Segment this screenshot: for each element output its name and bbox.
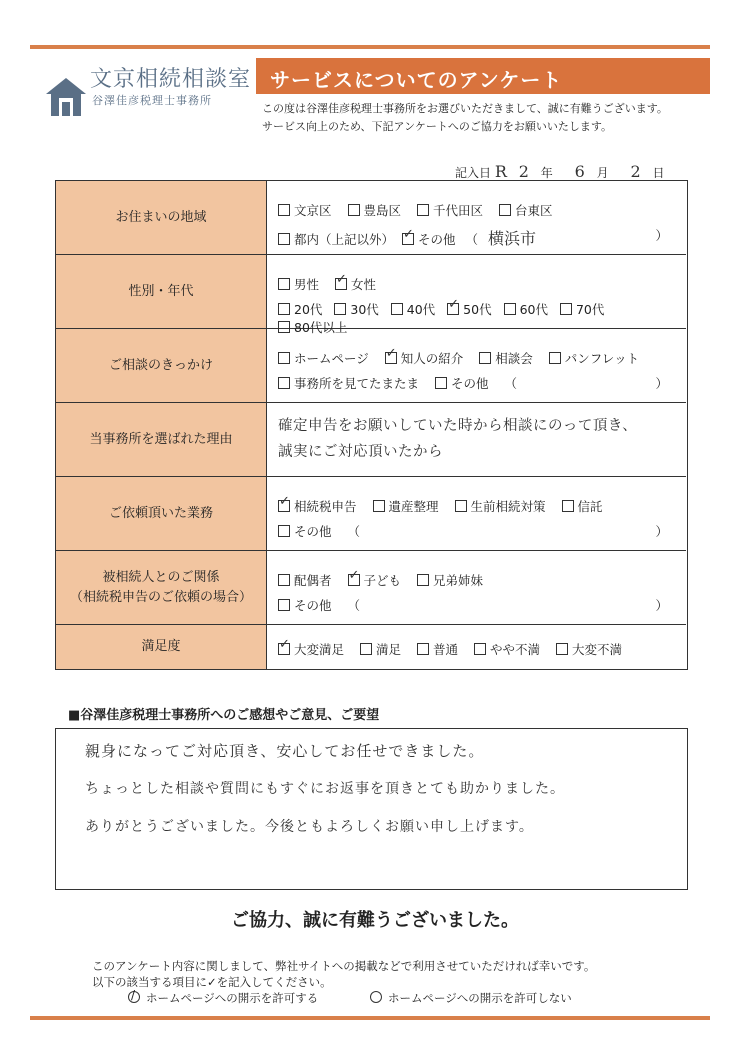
option-somewhat-dissatisfied[interactable] (474, 640, 540, 658)
date-day-label: 日 (652, 166, 665, 180)
checkbox-checked[interactable] (335, 278, 347, 290)
option-age-20[interactable] (278, 300, 322, 318)
option-female[interactable] (335, 275, 376, 293)
checkbox[interactable] (435, 377, 447, 389)
option-other[interactable] (278, 522, 332, 540)
option-label: 満足 (376, 642, 402, 657)
checkbox[interactable] (360, 643, 372, 655)
footer-note-2: 以下の該当する項目に✓を記入してください。 (92, 975, 332, 989)
checkbox[interactable] (562, 500, 574, 512)
consent-allow[interactable] (128, 990, 318, 1006)
option-estate[interactable] (373, 497, 439, 515)
residence-label: お住まいの地域 (56, 181, 267, 254)
option-label: 60代 (519, 302, 548, 317)
checkbox[interactable] (417, 643, 429, 655)
page-title: サービスについてのアンケート (270, 68, 563, 92)
row-reason (56, 403, 686, 477)
option-label: 相談会 (495, 351, 533, 366)
row-gender-age (56, 255, 686, 335)
checkbox[interactable] (278, 352, 290, 364)
option-seminar[interactable] (479, 349, 533, 367)
radio-allow-checked[interactable] (128, 991, 140, 1003)
relation-label-line-2: （相続税申告のご依頼の場合） (69, 589, 252, 605)
other-paren-open: （ (347, 524, 361, 539)
checkbox-checked[interactable] (348, 574, 360, 586)
row-satisfaction (56, 625, 686, 669)
option-label: 知人の紹介 (400, 351, 464, 366)
checkbox[interactable] (499, 204, 511, 216)
checkbox[interactable] (560, 303, 572, 315)
other-paren-close: ） (655, 376, 668, 391)
checkbox[interactable] (417, 204, 429, 216)
option-label: 千代田区 (433, 203, 484, 218)
option-label: 50代 (463, 302, 492, 317)
option-label: 配偶者 (294, 573, 332, 588)
checkbox[interactable] (556, 643, 568, 655)
checkbox[interactable] (504, 303, 516, 315)
checkbox[interactable] (373, 500, 385, 512)
services-options-line-2 (278, 522, 676, 540)
checkbox-checked[interactable] (402, 233, 414, 245)
intro-text (262, 100, 668, 136)
trigger-options-line-2 (278, 374, 676, 392)
checkbox[interactable] (278, 525, 290, 537)
option-label: 70代 (575, 302, 605, 317)
date-era[interactable]: R (494, 162, 507, 181)
checkbox-checked[interactable] (278, 643, 290, 655)
option-other[interactable] (402, 230, 456, 248)
option-label: その他 (294, 598, 332, 613)
option-label: 都内（上記以外） (294, 232, 395, 247)
option-referral[interactable] (385, 349, 464, 367)
option-label: ホームページ (294, 351, 369, 366)
checkbox[interactable] (348, 204, 360, 216)
checkbox[interactable] (278, 303, 290, 315)
option-homepage[interactable] (278, 349, 369, 367)
checkbox[interactable] (334, 303, 346, 315)
option-age-70[interactable] (560, 300, 604, 318)
option-toshima[interactable] (348, 201, 402, 219)
option-label: 文京区 (294, 203, 332, 218)
services-options-line-1 (278, 497, 676, 515)
survey-form (55, 180, 688, 670)
checkbox[interactable] (278, 377, 290, 389)
thanks-message: ご協力、誠に有難うございました。 (231, 910, 519, 931)
reason-answer[interactable] (278, 413, 676, 465)
other-paren-close: ） (655, 598, 668, 613)
option-label: その他 (451, 376, 489, 391)
comment-line-2: ちょっとした相談や質問にもすぐにお返事を頂きとても助かりました。 (85, 781, 565, 797)
residence-other-value[interactable]: 横浜市 (488, 229, 537, 248)
option-label: 事務所を見てたまたま (294, 376, 420, 391)
option-trust[interactable] (562, 497, 603, 515)
consent-allow-label: ホームページへの開示を許可する (146, 991, 319, 1005)
option-pamphlet[interactable] (549, 349, 639, 367)
date-month[interactable]: 6 (574, 162, 585, 181)
option-label: 生前相続対策 (470, 499, 546, 514)
checkbox[interactable] (455, 500, 467, 512)
comments-heading: ■谷澤佳彦税理士事務所へのご感想やご意見、ご要望 (68, 708, 380, 723)
relation-label (56, 551, 267, 624)
checkbox[interactable] (278, 278, 290, 290)
option-male[interactable] (278, 275, 319, 293)
option-sibling[interactable] (417, 571, 483, 589)
other-paren-close: ） (655, 524, 668, 539)
other-paren-open: （ (347, 598, 361, 613)
option-saw-office[interactable] (278, 374, 419, 392)
intro-line-1: この度は谷澤佳彦税理士事務所をお選びいただきまして、誠に有難うございます。 (262, 102, 668, 115)
checkbox[interactable] (278, 233, 290, 245)
option-label: パンフレット (564, 351, 640, 366)
option-label: 遺産整理 (388, 499, 439, 514)
option-label: やや不満 (490, 642, 541, 657)
gender-options (278, 275, 676, 293)
date-year[interactable]: 2 (518, 162, 529, 181)
option-label: 信託 (577, 499, 603, 514)
option-satisfied[interactable] (360, 640, 401, 658)
entry-date (455, 162, 664, 181)
bottom-rule (30, 1016, 710, 1020)
option-label: 相続税申告 (294, 499, 357, 514)
option-inheritance-tax[interactable] (278, 497, 357, 515)
checkbox-checked[interactable] (385, 352, 397, 364)
radio-deny[interactable] (370, 991, 382, 1003)
date-month-label: 月 (596, 166, 609, 180)
option-age-60[interactable] (504, 300, 548, 318)
option-spouse[interactable] (278, 571, 332, 589)
gender-age-label: 性別・年代 (56, 255, 267, 328)
consent-deny[interactable] (370, 990, 572, 1006)
top-rule (30, 45, 710, 49)
row-services (56, 477, 686, 551)
option-age-40[interactable] (391, 300, 435, 318)
option-label: その他 (418, 232, 456, 247)
satisfaction-options (278, 640, 676, 658)
checkbox[interactable] (474, 643, 486, 655)
option-child[interactable] (348, 571, 402, 589)
option-label: その他 (294, 524, 332, 539)
option-label: 豊島区 (363, 203, 402, 218)
option-tokyo-other[interactable] (278, 230, 394, 248)
house-logo-icon (44, 76, 88, 118)
checkbox[interactable] (479, 352, 491, 364)
trigger-label: ご相談のきっかけ (56, 329, 267, 402)
logo-name: 文京相続相談室 (90, 67, 252, 92)
residence-options-line-1 (278, 201, 676, 219)
logo-subtitle: 谷澤佳彦税理士事務所 (92, 94, 212, 107)
option-label: 普通 (433, 642, 459, 657)
reason-line-2: 誠実にご対応頂いたから (278, 444, 443, 460)
option-label: 大変不満 (572, 642, 623, 657)
option-neutral[interactable] (417, 640, 458, 658)
option-label: 台東区 (515, 203, 553, 218)
intro-line-2: サービス向上のため、下記アンケートへのご協力をお願いいたします。 (262, 120, 613, 133)
option-taito[interactable] (499, 201, 553, 219)
row-relation (56, 551, 686, 625)
trigger-options-line-1 (278, 349, 676, 367)
consent-deny-label: ホームページへの開示を許可しない (388, 991, 572, 1005)
date-year-label: 年 (540, 166, 553, 180)
relation-options-line-1 (278, 571, 676, 589)
option-chiyoda[interactable] (417, 201, 483, 219)
option-label: 80代以上 (294, 320, 348, 335)
row-trigger (56, 329, 686, 403)
option-very-satisfied[interactable] (278, 640, 344, 658)
option-label: 子ども (363, 573, 402, 588)
row-residence (56, 181, 686, 255)
relation-label-line-1: 被相続人とのご関係 (102, 569, 220, 585)
comment-line-3: ありがとうございました。今後ともよろしくお願い申し上げます。 (85, 819, 534, 835)
checkbox[interactable] (549, 352, 561, 364)
other-paren-open: （ (504, 376, 518, 391)
option-age-30[interactable] (334, 300, 378, 318)
option-label: 兄弟姉妹 (433, 573, 484, 588)
reason-label: 当事務所を選ばれた理由 (56, 403, 267, 476)
footer-note-1: このアンケート内容に関しまして、弊社サイトへの掲載などで利用させていただければ幸いです。 (92, 959, 596, 973)
comment-line-1: 親身になってご対応頂き、安心してお任せできました。 (85, 742, 485, 760)
checkbox[interactable] (278, 574, 290, 586)
services-label: ご依頼頂いた業務 (56, 477, 267, 550)
date-label: 記入日 (455, 166, 492, 180)
reason-line-1: 確定申告をお願いしていた時から相談にのって頂き、 (278, 418, 638, 434)
checkbox-checked[interactable] (447, 303, 459, 315)
relation-options-line-2 (278, 596, 676, 614)
option-pre-planning[interactable] (455, 497, 546, 515)
residence-options-line-2 (278, 226, 676, 249)
option-very-dissatisfied[interactable] (556, 640, 622, 658)
option-label: 男性 (294, 277, 320, 292)
other-paren-open: （ (465, 232, 479, 247)
option-label: 40代 (406, 302, 436, 317)
option-label: 女性 (351, 277, 377, 292)
checkbox[interactable] (391, 303, 403, 315)
option-label: 大変満足 (294, 642, 345, 657)
option-other[interactable] (435, 374, 489, 392)
checkbox[interactable] (278, 204, 290, 216)
checkbox[interactable] (278, 599, 290, 611)
option-label: 30代 (350, 302, 379, 317)
other-paren-close: ） (655, 228, 668, 243)
checkbox-checked[interactable] (278, 500, 290, 512)
satisfaction-label: 満足度 (56, 625, 267, 669)
checkbox[interactable] (417, 574, 429, 586)
date-day[interactable]: 2 (630, 162, 641, 181)
option-other[interactable] (278, 596, 332, 614)
option-age-50[interactable] (447, 300, 491, 318)
option-bunkyo[interactable] (278, 201, 332, 219)
option-label: 20代 (294, 302, 323, 317)
